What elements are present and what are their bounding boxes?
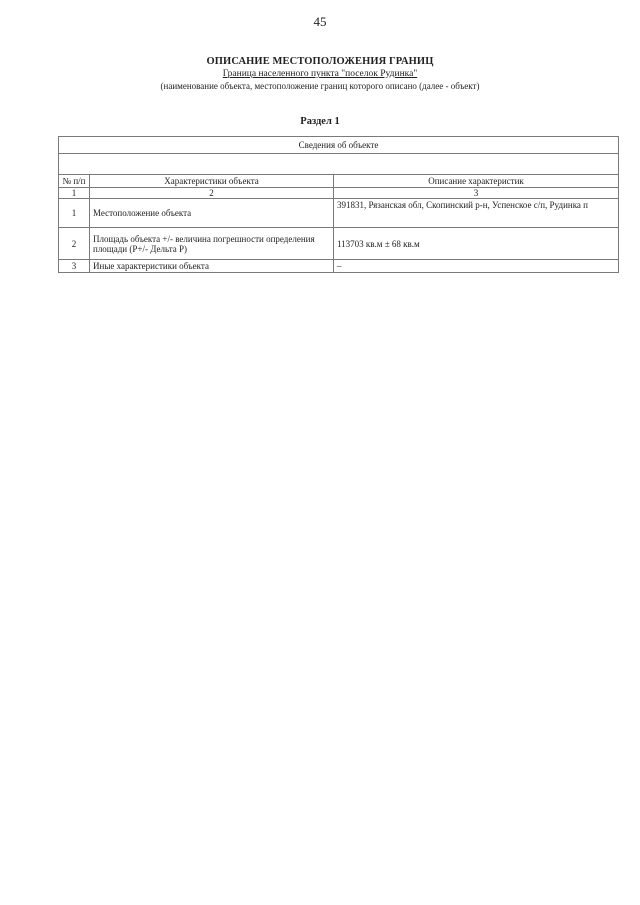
index-cell: 1 (59, 188, 90, 199)
index-cell: 2 (90, 188, 334, 199)
row-value: 113703 кв.м ± 68 кв.м (334, 228, 619, 260)
object-info-table (58, 136, 619, 273)
subtitle-text: Граница населенного пункта "поселок Рудинка" (222, 69, 418, 79)
row-value: 391831, Рязанская обл, Скопинский р-н, Успенское с/п, Рудинка п (334, 199, 619, 228)
row-name: Местоположение объекта (90, 199, 334, 228)
table-blank-row (59, 154, 619, 175)
table-caption: Сведения об объекте (59, 137, 619, 154)
row-name: Площадь объекта +/- величина погрешности определения площади (Р+/- Дельта Р) (90, 228, 334, 260)
table-row (59, 228, 619, 260)
table-blank-cell (59, 154, 619, 175)
table-header-row (59, 175, 619, 188)
row-num: 1 (59, 199, 90, 228)
row-value: – (334, 260, 619, 273)
section-heading: Раздел 1 (300, 116, 340, 127)
table-row (59, 260, 619, 273)
document-note: (наименование объекта, местоположение границ которого описано (далее - объект) (160, 81, 480, 91)
index-cell: 3 (334, 188, 619, 199)
page-number: 45 (313, 14, 327, 29)
header-description: Описание характеристик (334, 175, 619, 188)
header-characteristics: Характеристики объекта (90, 175, 334, 188)
row-name: Иные характеристики объекта (90, 260, 334, 273)
table-row (59, 199, 619, 228)
row-num: 2 (59, 228, 90, 260)
document-subtitle (0, 69, 640, 79)
header-num: № п/п (59, 175, 90, 188)
table-index-row (59, 188, 619, 199)
row-num: 3 (59, 260, 90, 273)
table-caption-row (59, 137, 619, 154)
document-title: ОПИСАНИЕ МЕСТОПОЛОЖЕНИЯ ГРАНИЦ (206, 56, 434, 67)
